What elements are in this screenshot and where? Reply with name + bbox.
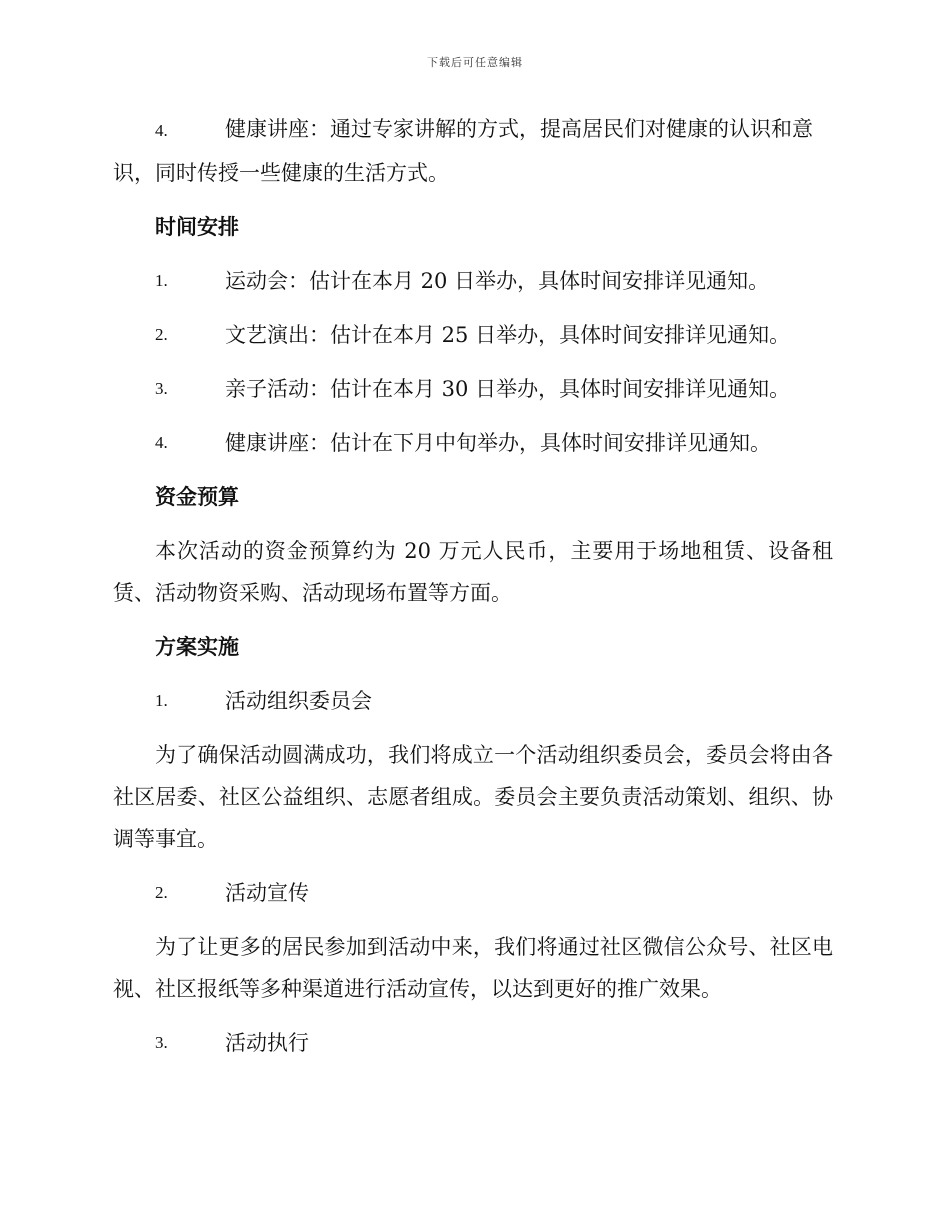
section-heading-implementation: 方案实施: [155, 635, 239, 659]
list-number: 4.: [155, 121, 168, 140]
list-item-text: 健康讲座：估计在下月中旬举办，具体时间安排详见通知。: [225, 431, 771, 455]
list-number: 3.: [155, 1033, 168, 1052]
schedule-item: [113, 314, 833, 356]
list-number: 2.: [155, 325, 168, 344]
implementation-item-title: [113, 680, 833, 722]
page-header-note: 下载后可任意编辑: [427, 56, 523, 69]
schedule-item: [113, 368, 833, 410]
list-item-text: 活动组织委员会: [225, 689, 372, 713]
section-heading-schedule: 时间安排: [155, 215, 239, 239]
list-item-text: 运动会：估计在本月 20 日举办，具体时间安排详见通知。: [225, 269, 770, 293]
list-item-text: 活动执行: [225, 1031, 309, 1055]
list-item-text: 亲子活动：估计在本月 30 日举办，具体时间安排详见通知。: [225, 377, 791, 401]
budget-paragraph: 本次活动的资金预算约为 20 万元人民币，主要用于场地租赁、设备租赁、活动物资采购、活动现场布置等方面。: [113, 539, 833, 605]
implementation-item-title: [113, 872, 833, 914]
schedule-item: [113, 422, 833, 464]
list-number: 4.: [155, 433, 168, 452]
list-number: 3.: [155, 379, 168, 398]
list-number: 1.: [155, 691, 168, 710]
list-item-health-lecture: [113, 108, 833, 194]
list-number: 1.: [155, 271, 168, 290]
list-item-text: 健康讲座：通过专家讲解的方式，提高居民们对健康的认识和意识，同时传授一些健康的生活方式。: [113, 117, 813, 185]
schedule-item: [113, 260, 833, 302]
implementation-paragraph: 为了确保活动圆满成功，我们将成立一个活动组织委员会，委员会将由各社区居委、社区公益组织、志愿者组成。委员会主要负责活动策划、组织、协调等事宜。: [113, 743, 833, 851]
implementation-item-title: [113, 1022, 833, 1064]
list-number: 2.: [155, 883, 168, 902]
list-item-text: 文艺演出：估计在本月 25 日举办，具体时间安排详见通知。: [225, 323, 791, 347]
implementation-paragraph: 为了让更多的居民参加到活动中来，我们将通过社区微信公众号、社区电视、社区报纸等多种渠道进行活动宣传，以达到更好的推广效果。: [113, 935, 833, 1001]
section-heading-budget: 资金预算: [155, 485, 239, 509]
list-item-text: 活动宣传: [225, 881, 309, 905]
document-body: [113, 108, 833, 1076]
